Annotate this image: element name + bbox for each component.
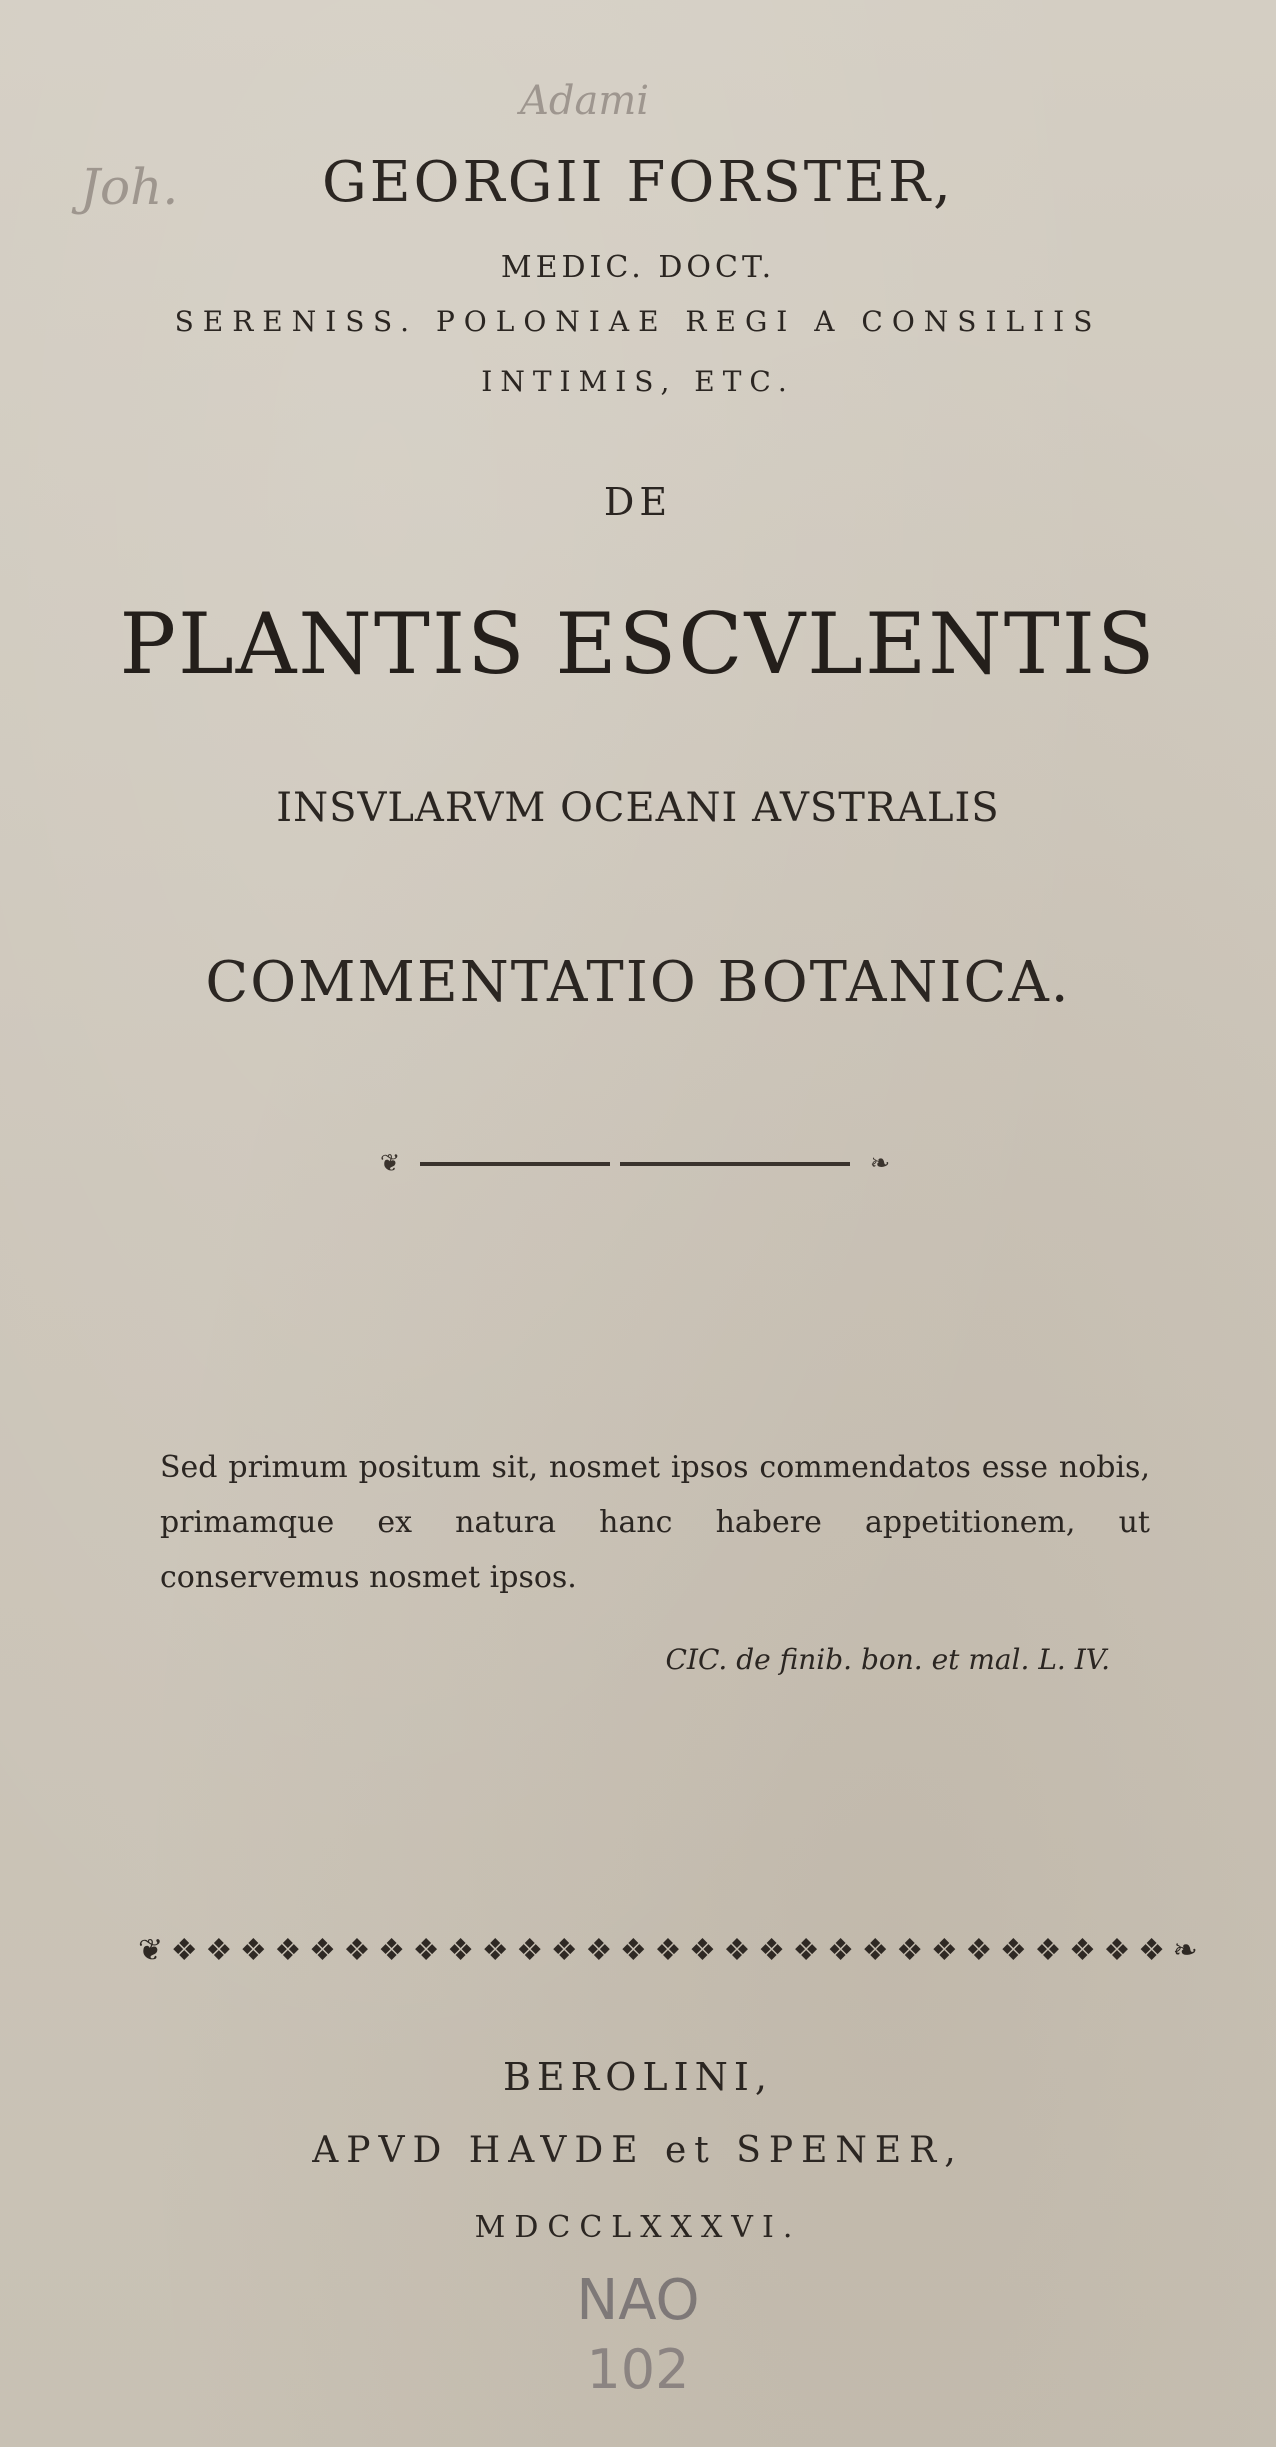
ornament-icon: ❖: [1103, 1932, 1131, 1968]
ornament-icon: ❖: [412, 1932, 440, 1968]
ornament-icon: ❖: [550, 1932, 578, 1968]
imprint-year: MDCCLXXXVI.: [474, 2210, 802, 2245]
ornament-icon: ❖: [723, 1932, 751, 1968]
ornament-icon: ❖: [205, 1932, 233, 1968]
book-title: PLANTIS ESCVLENTIS: [119, 595, 1157, 693]
ornament-icon: ❖: [861, 1932, 889, 1968]
ornament-icon: ❖: [170, 1932, 198, 1968]
ornament-icon: ❖: [343, 1932, 371, 1968]
ornament-icon: ❖: [1138, 1932, 1165, 1968]
ornament-icon: ❖: [619, 1932, 647, 1968]
epigraph-citation: CIC. de finib. bon. et mal. L. IV.: [665, 1643, 1110, 1676]
ornament-icon: ❖: [308, 1932, 336, 1968]
ornament-icon: ❖: [516, 1932, 544, 1968]
ornamental-rule: [380, 1149, 920, 1177]
author-degree: MEDIC. DOCT.: [500, 250, 776, 285]
ornament-icon: ❖: [274, 1932, 302, 1968]
ornament-icon: ❖: [378, 1932, 405, 1968]
ornament-icon: ❖: [827, 1932, 855, 1968]
ornamental-border: [138, 1930, 1198, 1970]
author-office-line-2: INTIMIS, ETC.: [481, 365, 795, 398]
ornament-icon: ❖: [965, 1932, 993, 1968]
ornament-icon: ❖: [896, 1932, 924, 1968]
ornament-icon: ❖: [654, 1932, 682, 1968]
shelfmark-line-2: 102: [586, 2338, 690, 2401]
handwritten-name-top: Adami: [520, 78, 650, 124]
ornament-icon: ❖: [999, 1932, 1027, 1968]
ornament-icon: ❖: [1069, 1932, 1096, 1968]
fleuron-right-icon: ❧: [870, 1149, 891, 1177]
imprint-publisher: APVD HAVDE et SPENER,: [312, 2130, 964, 2171]
author-name: GEORGII FORSTER,: [322, 150, 954, 215]
fleuron-left-icon: ❦: [380, 1149, 401, 1177]
book-subtitle: INSVLARVM OCEANI AVSTRALIS: [276, 785, 1000, 831]
ornament-icon: ❖: [1034, 1932, 1062, 1968]
ornament-icon: ❖: [447, 1932, 475, 1968]
shelfmark-line-1: NAO: [576, 2268, 700, 2333]
fleuron-icon: ❧: [1172, 1932, 1198, 1968]
author-office-line-1: SERENISS. POLONIAE REGI A CONSILIIS: [174, 305, 1102, 338]
rule-bar: [420, 1162, 610, 1166]
ornament-icon: ❖: [758, 1932, 785, 1968]
ornament-icon: ❖: [792, 1932, 820, 1968]
ornament-icon: ❖: [688, 1932, 716, 1968]
ornament-icon: ❖: [930, 1932, 958, 1968]
epigraph-text: Sed primum positum sit, nosmet ipsos commendatos esse nobis, primamque ex natura hanc habere appetitionem, ut conservemus nosmet ipsos.: [160, 1450, 1150, 1595]
imprint-city: BEROLINI,: [502, 2055, 773, 2099]
ornament-icon: ❖: [585, 1932, 613, 1968]
ornament-icon: ❖: [239, 1932, 267, 1968]
rule-bar: [620, 1162, 850, 1166]
ornament-icon: ❖: [481, 1932, 509, 1968]
handwritten-name-left: Joh.: [80, 158, 179, 216]
book-genre: COMMENTATIO BOTANICA.: [205, 950, 1071, 1015]
fleuron-icon: ❦: [138, 1932, 164, 1968]
title-preposition: DE: [603, 480, 673, 524]
